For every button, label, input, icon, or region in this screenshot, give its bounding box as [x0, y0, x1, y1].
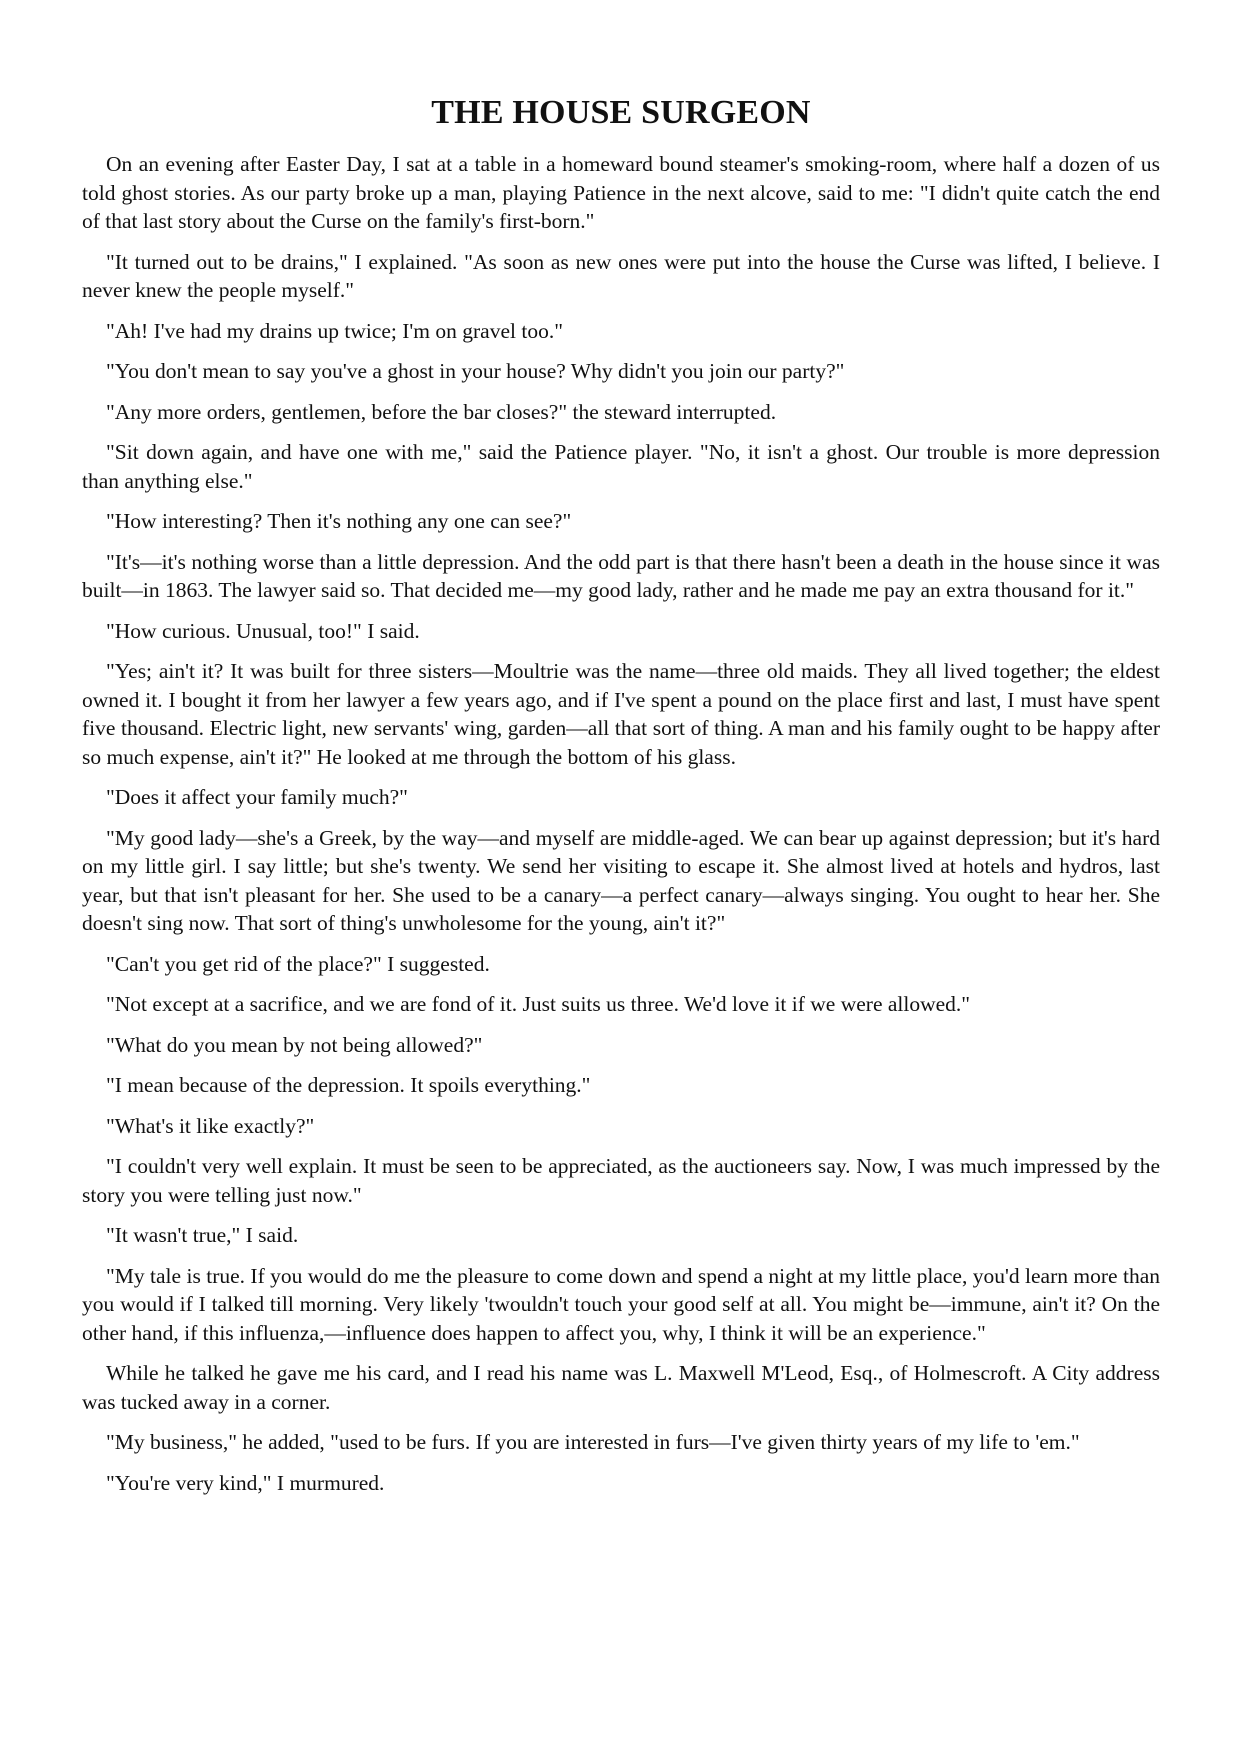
paragraph: "I mean because of the depression. It spoils everything." — [106, 1073, 591, 1097]
paragraph: "Ah! I've had my drains up twice; I'm on gravel too." — [106, 318, 563, 343]
paragraph: While he talked he gave me his card, and I read his name was L. Maxwell M'Leod, Esq., of Holmescroft. A City address was tucked away in a corner. — [82, 1361, 1160, 1414]
paragraph: "You're very kind," I murmured. — [106, 1470, 385, 1495]
paragraph: "Not except at a sacrifice, and we are fond of it. Just suits us three. We'd love it if we were allowed." — [106, 992, 971, 1016]
paragraph: "It wasn't true," I said. — [106, 1223, 299, 1247]
story-body — [82, 150, 1160, 1497]
paragraph: "Does it affect your family much?" — [106, 785, 408, 809]
chapter-title: THE HOUSE SURGEON — [431, 94, 811, 131]
paragraph: "You don't mean to say you've a ghost in your house? Why didn't you join our party?" — [106, 359, 845, 383]
paragraph: "What do you mean by not being allowed?" — [106, 1032, 483, 1057]
paragraph: "Any more orders, gentlemen, before the bar closes?" the steward interrupted. — [106, 399, 777, 424]
paragraph: "Yes; ain't it? It was built for three sisters—Moultrie was the name—three old maids. They all lived together; the eldest owned it. I bought it from her lawyer a few years ago, and if I've spent a pound on the place first and last, I must have spent five thousand. Electric light, new servants' wing, garden—all that sort of thing. A man and his family ought to be happy after so much expense, ain't it?" He looked at me through the bottom of his glass. — [82, 659, 1160, 769]
paragraph: "How interesting? Then it's nothing any one can see?" — [106, 509, 572, 533]
paragraph: "It turned out to be drains," I explained. "As soon as new ones were put into the house the Curse was lifted, I believe. I never knew the people myself." — [82, 249, 1160, 302]
paragraph: "Sit down again, and have one with me," said the Patience player. "No, it isn't a ghost. Our trouble is more depression than anything else." — [82, 440, 1160, 493]
paragraph: "My tale is true. If you would do me the pleasure to come down and spend a night at my little place, you'd learn more than you would if I talked till morning. Very likely 'twouldn't touch your good self at all. You might be—immune, ain't it? On the other hand, if this influenza,—influence does happen to affect you, why, I think it will be an experience." — [82, 1263, 1160, 1345]
paragraph: "I couldn't very well explain. It must be seen to be appreciated, as the auctioneers say. Now, I was much impressed by the story you were telling just now." — [82, 1154, 1160, 1207]
paragraph: "My business," he added, "used to be furs. If you are interested in furs—I've given thirty years of my life to 'em." — [106, 1430, 1080, 1454]
paragraph: "What's it like exactly?" — [106, 1113, 315, 1138]
document-page — [82, 86, 1160, 1509]
paragraph: "Can't you get rid of the place?" I suggested. — [106, 951, 490, 976]
paragraph: On an evening after Easter Day, I sat at a table in a homeward bound steamer's smoking-room, where half a dozen of us told ghost stories. As our party broke up a man, playing Patience in the next alcove, said to me: "I didn't quite catch the end of that last story about the Curse on the family's first-born." — [82, 152, 1160, 233]
paragraph: "It's—it's nothing worse than a little depression. And the odd part is that there hasn't been a death in the house since it was built—in 1863. The lawyer said so. That decided me—my good lady, rather and he made me pay an extra thousand for it." — [82, 549, 1160, 602]
paragraph: "How curious. Unusual, too!" I said. — [106, 618, 420, 643]
paragraph: "My good lady—she's a Greek, by the way—and myself are middle-aged. We can bear up against depression; but it's hard on my little girl. I say little; but she's twenty. We send her visiting to escape it. She almost lived at hotels and hydros, last year, but that isn't pleasant for her. She used to be a canary—a perfect canary—always singing. You ought to hear her. She doesn't sing now. That sort of thing's unwholesome for the young, ain't it?" — [82, 825, 1160, 935]
